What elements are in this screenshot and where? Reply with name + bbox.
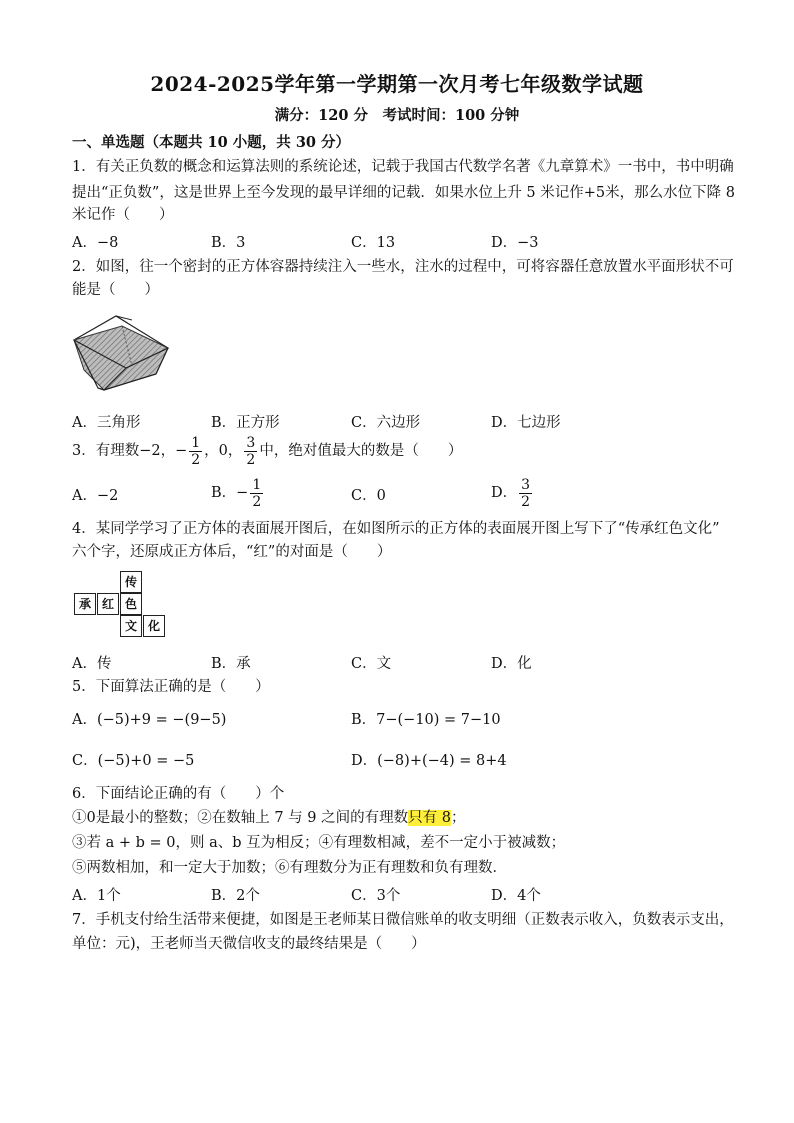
q6-statement-1-2 (72, 807, 465, 829)
q3-stem-mid: ，0， (204, 443, 243, 459)
q6-statement-5-6: ⑤两数相加，和一定大于加数；⑥有理数分为正有理数和负有理数． (72, 860, 507, 876)
cube-net-figure (74, 571, 166, 643)
net-cell-cheng: 承 (74, 593, 96, 615)
section-heading: 一、单选题（本题共 10 小题，共 30 分） (72, 134, 351, 151)
q3-fraction-2-den: 2 (246, 451, 256, 468)
q2-line2: 能是（ ） (72, 282, 159, 298)
q3-option-a: A．−2 (72, 488, 119, 504)
q3-fraction-2 (244, 435, 257, 468)
net-cell-hong: 红 (97, 593, 119, 615)
q1-option-a: A．−8 (72, 235, 119, 251)
q3-option-b (211, 475, 265, 511)
q6-line1-end: ； (450, 810, 466, 826)
q6-option-b: B．2个 (211, 888, 260, 904)
q1-option-d: D．−3 (491, 235, 539, 251)
q2-line1: 2．如图，往一个密封的正方体容器持续注入一些水，注水的过程中，可将容器任意放置水平面形状不可 (72, 259, 734, 275)
q3-fraction-1-den: 2 (191, 451, 201, 468)
q4-line2: 六个字，还原成正方体后，“红”的对面是（ ） (72, 544, 392, 560)
q6-stem: 6．下面结论正确的有（ ）个 (72, 786, 285, 802)
q4-option-b: B．承 (211, 656, 251, 672)
q3-option-b-num: 1 (252, 476, 262, 493)
q6-option-c: C．3个 (351, 888, 401, 904)
q5-option-c: C．(−5)+0 = −5 (72, 753, 195, 769)
q3-option-d-pre: D． (491, 485, 518, 501)
net-cell-se: 色 (120, 593, 142, 615)
q2-option-b: B．正方形 (211, 415, 280, 431)
q3-stem-pre: 3．有理数−2，− (72, 443, 188, 459)
exam-subtitle: 满分：120 分 考试时间：100 分钟 (274, 107, 520, 124)
net-cell-chuan: 传 (120, 571, 142, 593)
q1-line3: 米记作（ ） (72, 207, 174, 223)
q3-fraction-1 (189, 435, 202, 468)
q5-option-b: B．7−(−10) = 7−10 (351, 712, 501, 728)
q3-option-c: C．0 (351, 488, 386, 504)
q7-line2: 单位：元)，王老师当天微信收支的最终结果是（ ） (72, 936, 426, 952)
q4-option-a: A．传 (72, 656, 112, 672)
q3-stem (72, 433, 462, 469)
q3-stem-post: 中，绝对值最大的数是（ ） (259, 443, 463, 459)
q4-option-d: D．化 (491, 656, 532, 672)
net-cell-hua: 化 (143, 615, 165, 637)
q6-option-d: D．4个 (491, 888, 541, 904)
q4-option-c: C．文 (351, 656, 392, 672)
q3-option-d-num: 3 (521, 476, 531, 493)
q1-option-b: B．3 (211, 235, 246, 251)
q3-fraction-1-num: 1 (191, 434, 201, 451)
q5-option-a: A．(−5)+9 = −(9−5) (72, 712, 227, 728)
q1-option-c: C．13 (351, 235, 396, 251)
q3-option-b-fraction (250, 477, 263, 510)
q6-line1-text: ①0是最小的整数；②在数轴上 7 与 9 之间的有理数 (72, 810, 409, 826)
q6-highlighted-text: 只有 8 (408, 810, 451, 826)
q4-line1: 4．某同学学习了正方体的表面展开图后，在如图所示的正方体的表面展开图上写下了“传承红色文化” (72, 521, 720, 537)
cube-container-figure (70, 312, 174, 392)
q1-line1: 1．有关正负数的概念和运算法则的系统论述，记载于我国古代数学名著《九章算术》一书中，书中明确 (72, 159, 734, 175)
q7-line1: 7．手机支付给生活带来便捷，如图是王老师某日微信账单的收支明细（正数表示收入，负数表示支出， (72, 912, 734, 928)
q3-option-d (491, 475, 534, 511)
q2-option-a: A．三角形 (72, 415, 141, 431)
net-cell-wen: 文 (120, 615, 142, 637)
q2-option-d: D．七边形 (491, 415, 561, 431)
exam-title: 2024-2025学年第一学期第一次月考七年级数学试题 (150, 72, 644, 96)
q5-option-d: D．(−8)+(−4) = 8+4 (351, 753, 507, 769)
q3-option-d-fraction (519, 477, 532, 510)
q1-line2: 提出“正负数”，这是世界上至今发现的最早详细的记载．如果水位上升 5 米记作+5米，那么水位下降 8 (72, 185, 735, 201)
q6-option-a: A．1个 (72, 888, 121, 904)
q3-option-d-den: 2 (521, 493, 531, 510)
q3-option-b-den: 2 (252, 493, 262, 510)
q5-stem: 5．下面算法正确的是（ ） (72, 679, 270, 695)
q3-option-b-pre: B．− (211, 485, 249, 501)
q6-statement-3-4: ③若 a + b = 0，则 a、b 互为相反；④有理数相减，差不一定小于被减数； (72, 835, 566, 851)
q2-option-c: C．六边形 (351, 415, 421, 431)
q3-fraction-2-num: 3 (246, 434, 256, 451)
